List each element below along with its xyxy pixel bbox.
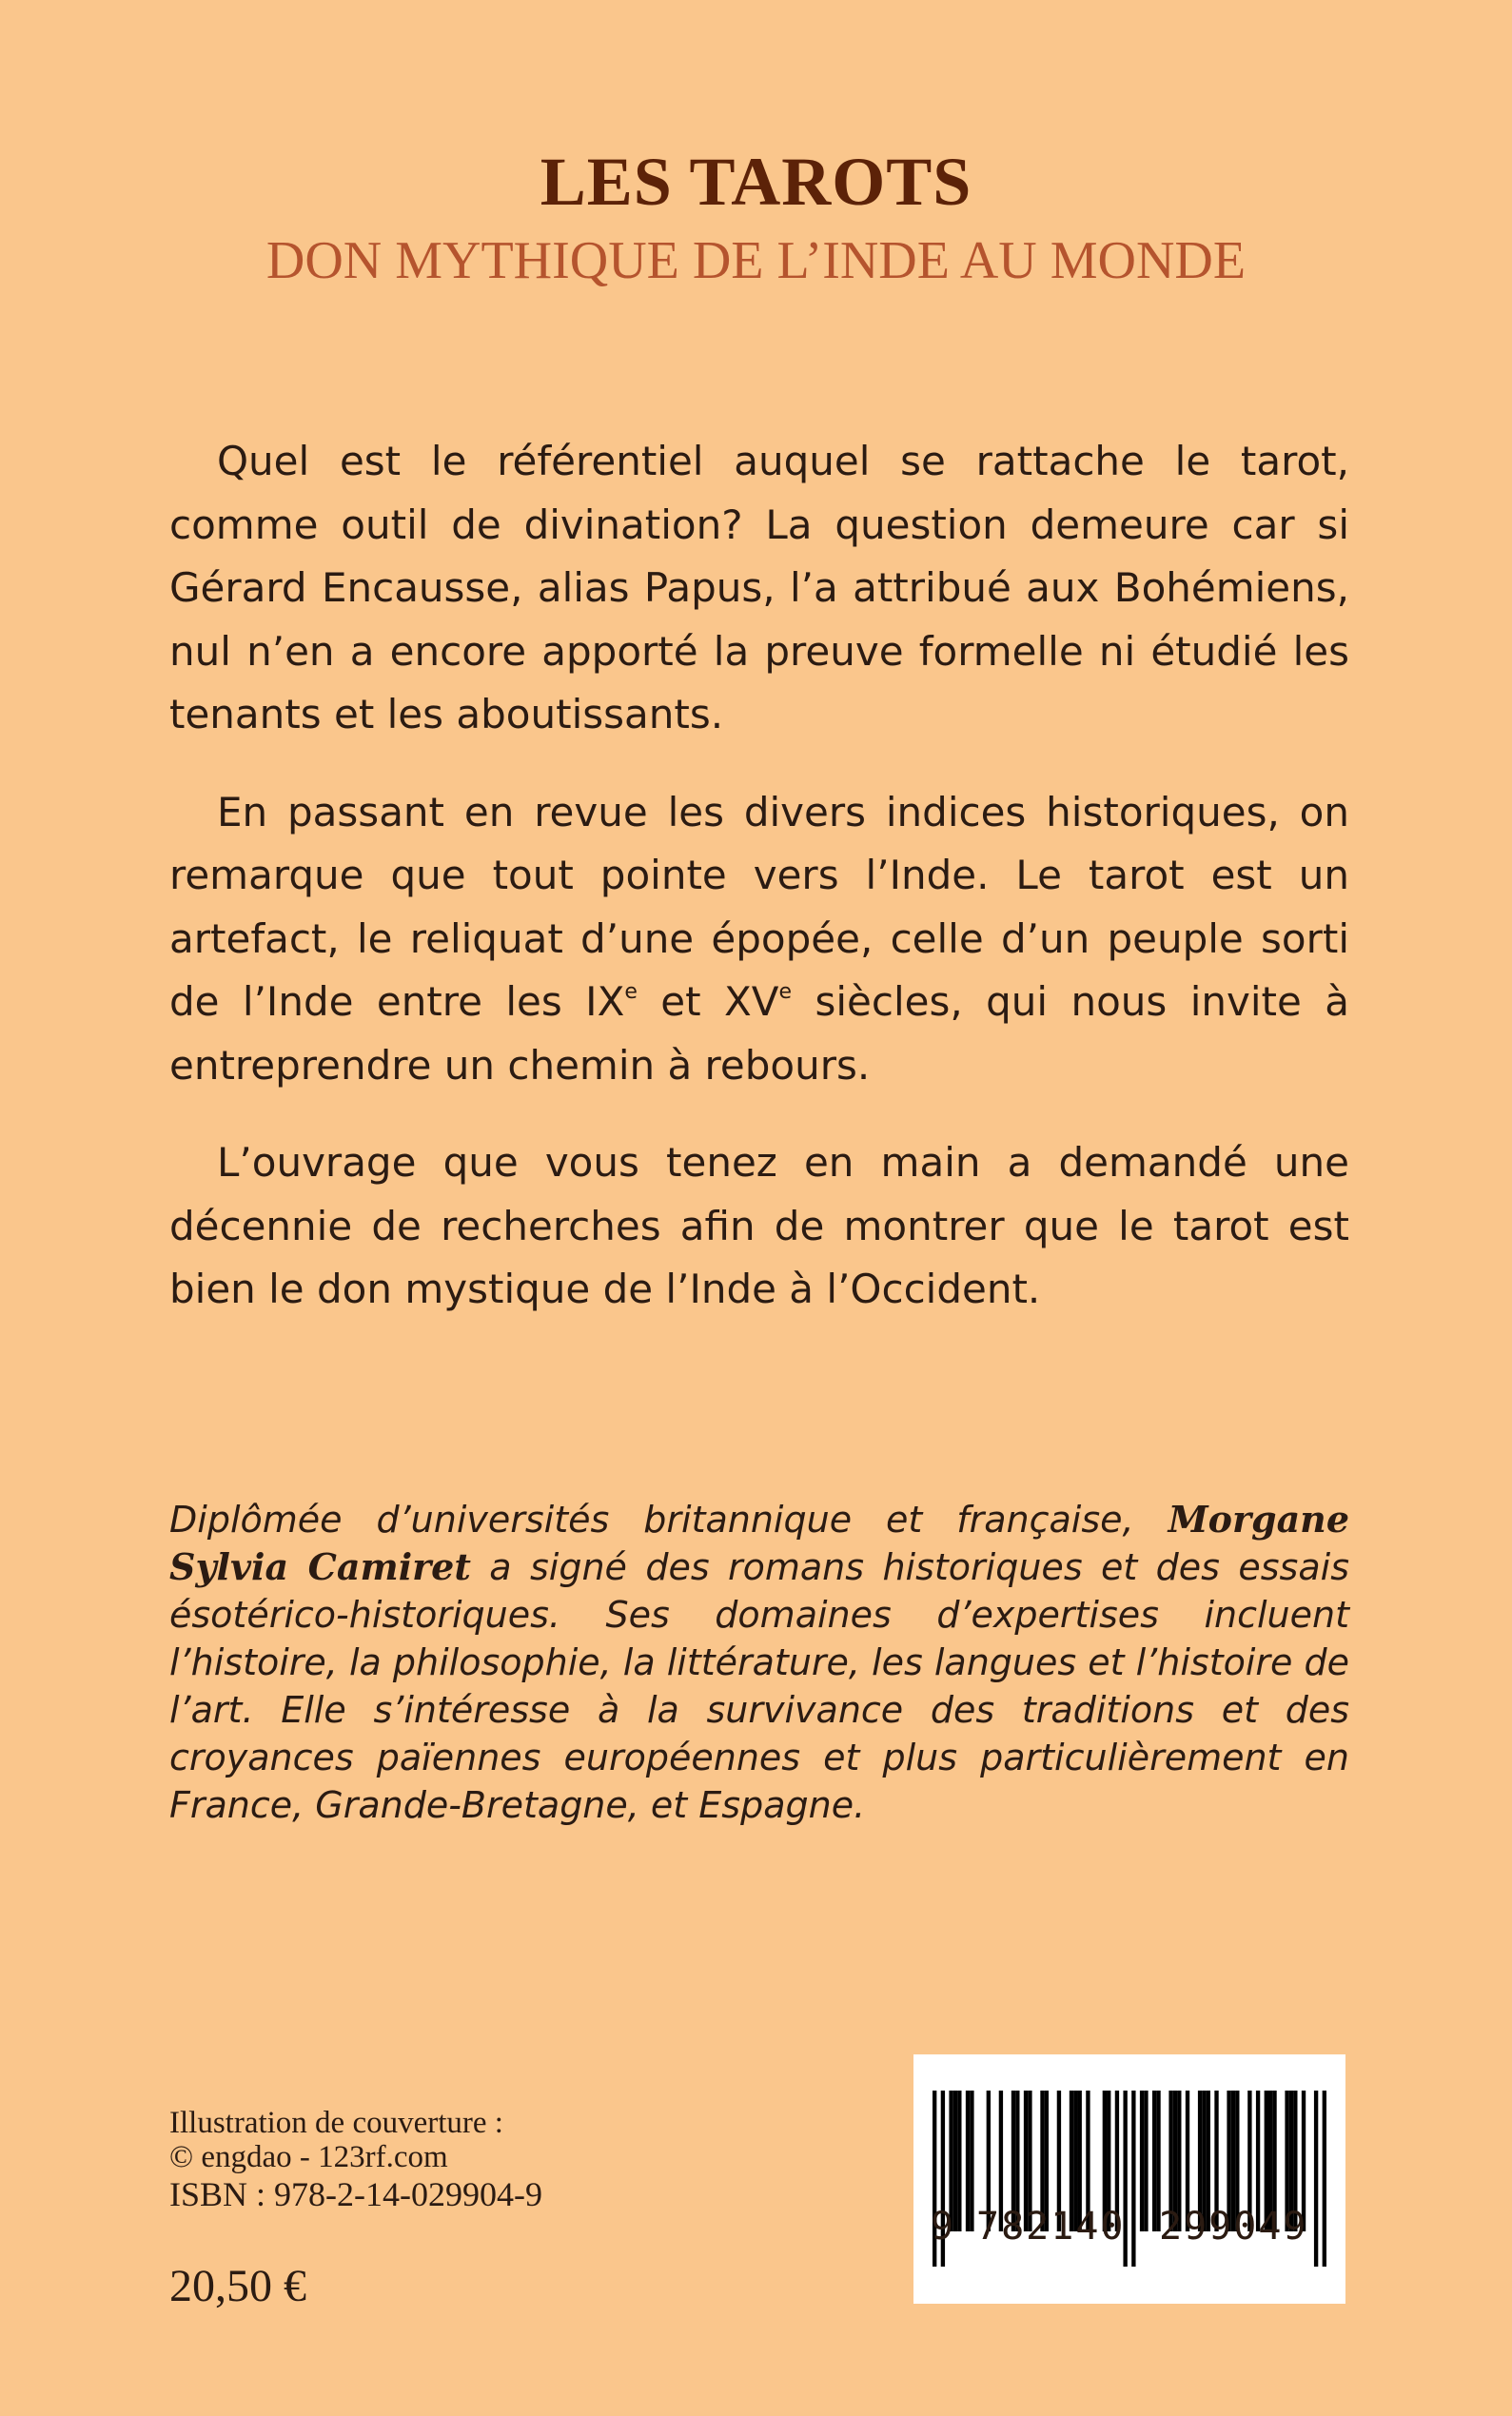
blurb-paragraph-1: Quel est le référentiel auquel se rattache le tarot, comme outil de divination? La question demeure car si Gérard Encausse, alias Papus, l’a attribué aux Bohémiens, nul n’en a encore apporté la preuve formelle ni étudié les tenants et les aboutissants. [169,438,1349,737]
barcode-bar [970,2091,973,2231]
barcode-bar [1314,2091,1318,2267]
barcode-bar [957,2091,961,2231]
barcode [913,2054,1345,2304]
blurb-paragraph-3: L’ouvrage que vous tenez en main a demandé une décennie de recherches afin de montrer que le tarot est bien le don mystique de l’Inde à l’Occident. [169,1139,1349,1312]
bio-text: a signé des romans historiques et des essais ésotérico-historiques. Ses domaines d’expertises incluent l’histoire, la philosophie, la littérature, les langues et l’histoire de l’art. Elle s’intéresse à la survivance des traditions et des croyances païennes européennes et plus particulièrement en France, Grande-Bretagne, et Espagne. [169,1546,1349,1826]
barcode-first-digit: 9 [931,2205,954,2249]
barcode-right-group: 299049 [1159,2205,1308,2249]
author-bio [169,1496,1349,1829]
barcode-left-group: 782140 [976,2205,1126,2249]
superscript: e [624,980,638,1004]
isbn: ISBN : 978-2-14-029904-9 [169,2175,542,2213]
blurb-text: siècles, qui nous invite à entreprendre un chemin à rebours. [169,978,1349,1089]
blurb-paragraph-2 [169,781,1349,1098]
credit-label: Illustration de couverture : [169,2106,503,2140]
price: 20,50 € [169,2261,306,2311]
superscript: e [778,980,793,1004]
book-subtitle: DON MYTHIQUE DE L’INDE AU MONDE [265,231,1247,290]
barcode-bar [1131,2091,1135,2267]
blurb [169,430,1349,1356]
barcode-bar [1152,2091,1156,2231]
author-name: Morgane Sylvia Camiret [169,1498,1349,1588]
barcode-bar [1323,2091,1326,2267]
bio-text: Diplômée d’universités britannique et française, [169,1499,1168,1541]
barcode-bar [966,2091,970,2231]
barcode-bar [1144,2091,1148,2231]
blurb-text: et XV [637,978,779,1025]
book-title: LES TAROTS [540,144,972,220]
illustration-credit [169,2106,503,2174]
barcode-bar [953,2091,957,2231]
barcode-bar [1140,2091,1144,2231]
credit-source: © engdao - 123rf.com [169,2140,448,2174]
blurb-text: En passant en revue les divers indices historiques, on remarque que tout pointe vers l’Inde. Le tarot est un artefact, le reliquat d’une épopée, celle d’un peuple sorti de l’Inde entre les IX [169,788,1349,1025]
